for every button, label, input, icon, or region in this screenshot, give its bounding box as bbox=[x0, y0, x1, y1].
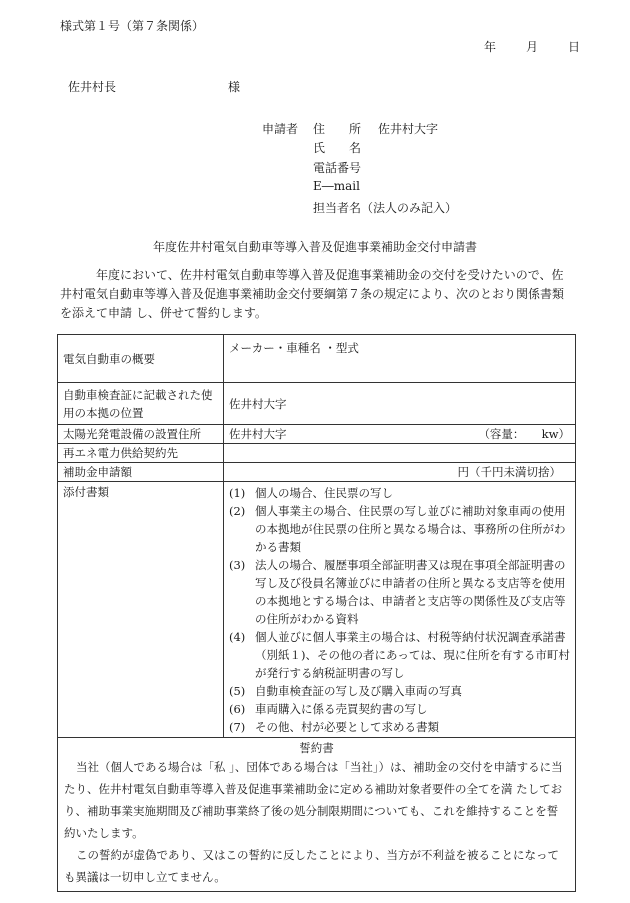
pledge-title: 誓約書 bbox=[299, 741, 334, 755]
attachments-list bbox=[224, 482, 576, 738]
intro-paragraph: 年度において、佐井村電気自動車等導入普及促進事業補助金の交付を受けたいので、佐井村電気自動車等導入普及促進事業補助金交付要綱第７条の規定により、次のとおり関係書類を添えて申請 し、併せて誓約します。 bbox=[60, 268, 565, 320]
contract-label: 再エネ電力供給契約先 bbox=[58, 444, 224, 463]
base-value: 佐井村大字 bbox=[224, 383, 576, 425]
list-item bbox=[229, 682, 570, 700]
applicant-contact-label: 担当者名（法人のみ記入） bbox=[313, 201, 458, 215]
table-row bbox=[58, 335, 576, 383]
table-row bbox=[58, 444, 576, 463]
attachment-number: (7) bbox=[229, 720, 246, 734]
amount-value: 円（千円未満切捨） bbox=[224, 463, 576, 482]
table-row bbox=[58, 463, 576, 482]
applicant-label: 申請者 bbox=[262, 122, 299, 136]
recipient-name: 佐井村長 bbox=[68, 80, 117, 94]
attachments-label: 添付書類 bbox=[58, 482, 224, 738]
solar-value: 佐井村大字 bbox=[229, 427, 287, 441]
pledge-paragraph-1: 当社（個人である場合は「私 」、団体である場合は「当社」）は、補助金の交付を申請するに当たり、佐井村電気自動車等導入普及促進事業補助金に定める補助対象者要件の全てを満 たしており、補助事業実施期間及び補助事業終了後の処分制限期間についても、これを維持することを誓約いたします。 bbox=[64, 760, 563, 840]
attachment-text: 個人並びに個人事業主の場合は、村税等納付状況調査承諾書（別紙１)、その他の者にあっては、現に住所を有する市町村が発行する納税証明書の写し bbox=[255, 630, 570, 680]
list-item bbox=[229, 484, 570, 502]
date-month: 月 bbox=[526, 40, 539, 54]
list-item bbox=[229, 628, 570, 682]
vehicle-label: 電気自動車の概要 bbox=[58, 335, 224, 383]
amount-label: 補助金申請額 bbox=[58, 463, 224, 482]
attachment-number: (1) bbox=[229, 486, 246, 500]
applicant-email-label: E―mail bbox=[313, 179, 360, 193]
table-row bbox=[58, 383, 576, 425]
attachment-text: 個人事業主の場合、住民票の写し並びに補助対象車両の使用の本拠地が住民票の住所と異なる場合は、事務所の住所がわかる書類 bbox=[255, 504, 566, 554]
application-table bbox=[57, 334, 576, 892]
attachment-text: その他、村が必要として求める書類 bbox=[255, 720, 439, 734]
table-row bbox=[58, 738, 576, 892]
attachment-number: (5) bbox=[229, 684, 246, 698]
list-item bbox=[229, 502, 570, 556]
date-year: 年 bbox=[484, 40, 497, 54]
attachment-text: 法人の場合、履歴事項全部証明書又は現在事項全部証明書の写し及び役員名簿並びに申請者の住所と異なる支店等を使用の本拠地とする場合は、申請者と支店等の関係性及び支店等の住所がわかる資料 bbox=[255, 558, 566, 626]
table-row bbox=[58, 425, 576, 444]
applicant-name-label: 氏 名 bbox=[313, 141, 362, 155]
applicant-phone-label: 電話番号 bbox=[313, 161, 362, 175]
solar-cell bbox=[224, 425, 576, 444]
list-item bbox=[229, 718, 570, 736]
pledge-paragraph-2: この誓約が虚偽であり、又はこの誓約に反したことにより、当方が不利益を被ることになっても異議は一切申し立てません。 bbox=[64, 848, 559, 884]
date-day: 日 bbox=[568, 40, 581, 54]
attachment-text: 車両購入に係る売買契約書の写し bbox=[255, 702, 428, 716]
pledge-section bbox=[58, 738, 576, 892]
solar-capacity: （容量： kw） bbox=[478, 427, 570, 441]
applicant-address-label: 住 所 bbox=[313, 122, 362, 136]
table-row bbox=[58, 482, 576, 738]
attachment-text: 自動車検査証の写し及び購入車両の写真 bbox=[255, 684, 462, 698]
solar-label: 太陽光発電設備の設置住所 bbox=[58, 425, 224, 444]
base-label: 自動車検査証に記載された使用の本拠の位置 bbox=[58, 383, 224, 425]
vehicle-value: メーカー・車種名 ・型式 bbox=[224, 335, 576, 383]
attachment-number: (3) bbox=[229, 558, 246, 572]
attachment-number: (4) bbox=[229, 630, 246, 644]
list-item bbox=[229, 700, 570, 718]
list-item bbox=[229, 556, 570, 628]
contract-value bbox=[224, 444, 576, 463]
form-number: 様式第１号（第７条関係） bbox=[60, 19, 205, 33]
document-title: 年度佐井村電気自動車等導入普及促進事業補助金交付申請書 bbox=[152, 240, 477, 254]
recipient-honorific: 様 bbox=[228, 80, 241, 94]
attachment-text: 個人の場合、住民票の写し bbox=[255, 486, 393, 500]
attachment-number: (2) bbox=[229, 504, 246, 518]
attachment-number: (6) bbox=[229, 702, 246, 716]
applicant-address-value: 佐井村大字 bbox=[378, 122, 439, 136]
date-line bbox=[484, 38, 580, 55]
